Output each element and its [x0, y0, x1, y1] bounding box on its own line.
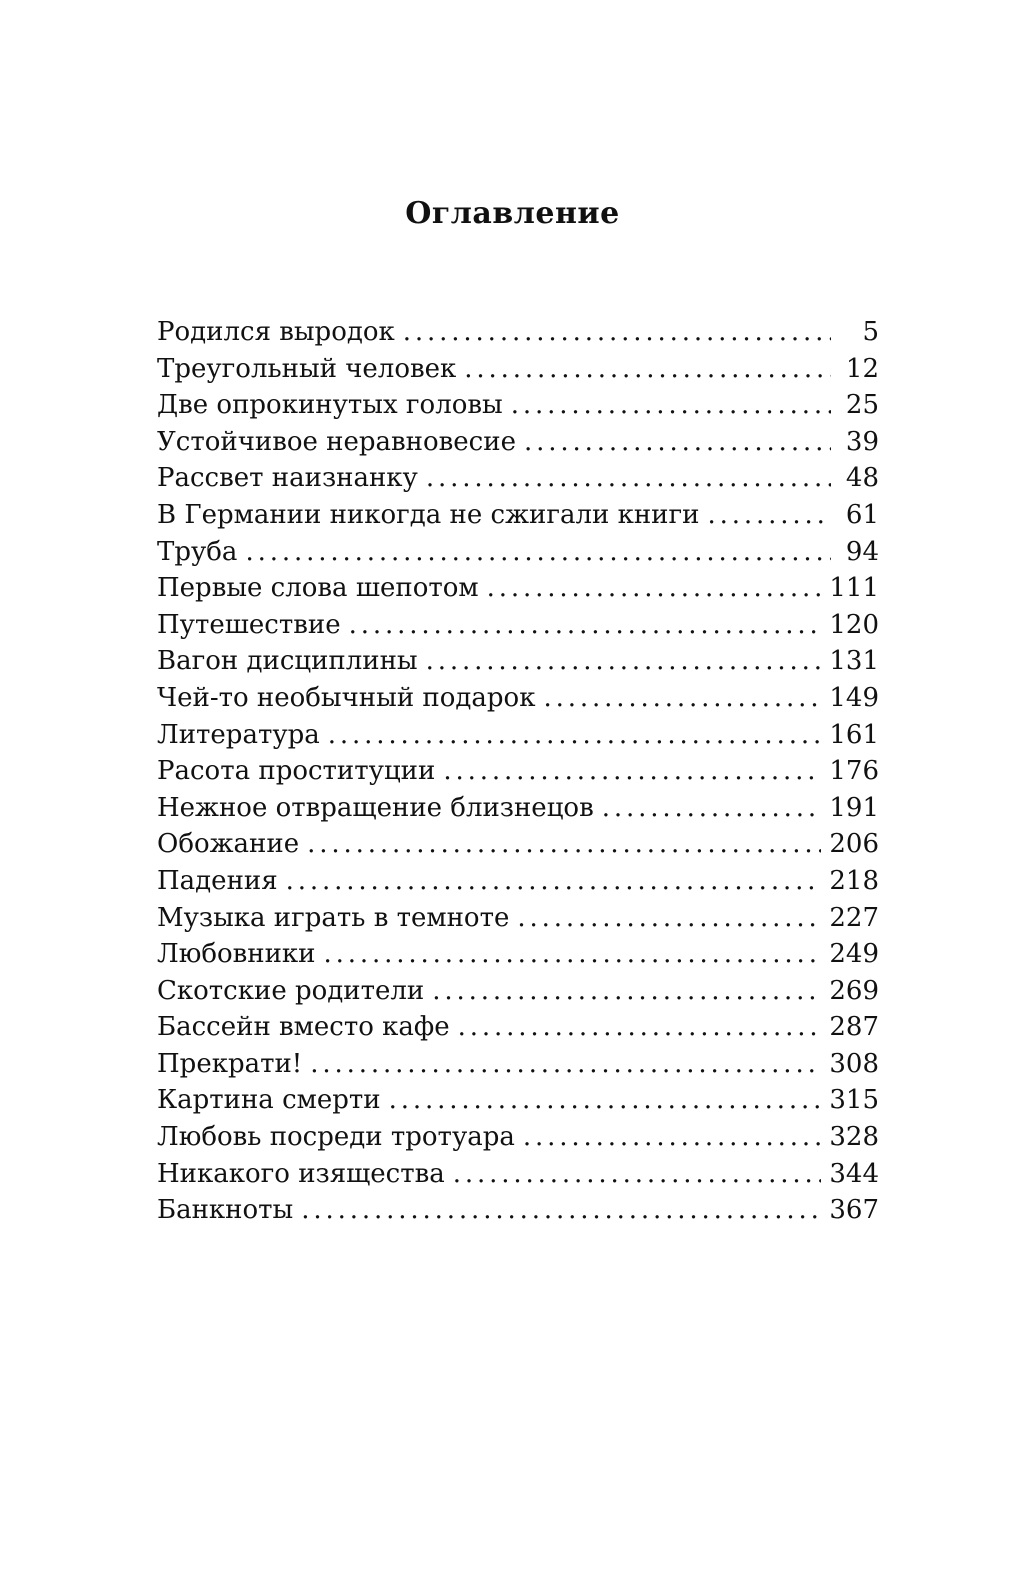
toc-entry[interactable]: [157, 460, 879, 497]
toc-entry-page: 5: [862, 317, 879, 347]
dot-leader: [426, 460, 831, 497]
toc-entry-page: 328: [829, 1122, 879, 1153]
dot-leader: [453, 1156, 822, 1193]
toc-entry-page: 249: [829, 939, 879, 970]
toc-entry-title: Вагон дисциплины: [157, 646, 418, 677]
toc-entry[interactable]: [157, 387, 879, 424]
toc-entry-page: 218: [829, 865, 879, 896]
toc-entry-title: Труба: [157, 536, 238, 567]
toc-entry[interactable]: [157, 570, 879, 607]
toc-entry-page: 367: [829, 1195, 879, 1226]
toc-entry[interactable]: [157, 1082, 879, 1119]
page-title: Оглавление: [405, 196, 620, 231]
dot-leader: [389, 1082, 822, 1119]
toc-entry-title: Падения: [157, 865, 278, 896]
dot-leader: [310, 1046, 821, 1083]
toc-entry-page: 308: [829, 1048, 879, 1079]
toc-entry-title: Любовь посреди тротуара: [157, 1122, 515, 1153]
toc-entry[interactable]: [157, 717, 879, 754]
toc-entry-title: Две опрокинутых головы: [157, 390, 503, 421]
toc-entry-title: Любовники: [157, 939, 316, 970]
toc-entry-title: В Германии никогда не сжигали книги: [157, 499, 700, 530]
toc-entry-page: 176: [829, 756, 879, 787]
dot-leader: [286, 863, 822, 900]
toc-entry[interactable]: [157, 790, 879, 827]
dot-leader: [426, 643, 822, 680]
toc-entry[interactable]: [157, 680, 879, 717]
dot-leader: [602, 790, 822, 827]
toc-entry[interactable]: [157, 351, 879, 388]
toc-entry[interactable]: [157, 1119, 879, 1156]
toc-entry[interactable]: [157, 424, 879, 461]
toc-entry-page: 25: [845, 390, 879, 421]
toc-entry-page: 344: [829, 1158, 879, 1189]
toc-entry-title: Музыка играть в темноте: [157, 902, 510, 933]
toc-entry-title: Никакого изящества: [157, 1158, 445, 1189]
table-of-contents: [157, 314, 879, 1229]
toc-entry-title: Скотские родители: [157, 975, 425, 1006]
toc-entry[interactable]: [157, 1192, 879, 1229]
toc-entry-page: 61: [845, 499, 879, 530]
toc-entry-page: 131: [829, 646, 879, 677]
dot-leader: [511, 387, 831, 424]
dot-leader: [517, 900, 821, 937]
dot-leader: [523, 1119, 821, 1156]
toc-entry-title: Нежное отвращение близнецов: [157, 792, 594, 823]
toc-entry-title: Банкноты: [157, 1195, 294, 1226]
toc-entry-title: Обожание: [157, 829, 300, 860]
toc-entry[interactable]: [157, 643, 879, 680]
dot-leader: [458, 1009, 822, 1046]
toc-entry-title: Первые слова шепотом: [157, 573, 479, 604]
toc-entry[interactable]: [157, 1009, 879, 1046]
toc-entry-title: Прекрати!: [157, 1048, 303, 1079]
toc-entry-title: Чей-то необычный подарок: [157, 682, 536, 713]
toc-entry-page: 287: [829, 1012, 879, 1043]
toc-entry[interactable]: [157, 863, 879, 900]
toc-entry-page: 39: [845, 426, 879, 457]
toc-entry-title: Путешествие: [157, 609, 341, 640]
toc-entry-page: 161: [829, 719, 879, 750]
toc-entry-title: Родился выродок: [157, 317, 395, 347]
toc-entry-page: 149: [829, 682, 879, 713]
dot-leader: [443, 753, 821, 790]
dot-leader: [487, 570, 822, 607]
toc-entry-page: 120: [829, 609, 879, 640]
toc-entry[interactable]: [157, 1156, 879, 1193]
toc-entry-page: 94: [845, 536, 879, 567]
dot-leader: [324, 936, 822, 973]
toc-entry-title: Устойчивое неравновесие: [157, 426, 516, 457]
toc-entry[interactable]: [157, 826, 879, 863]
dot-leader: [349, 607, 822, 644]
toc-entry[interactable]: [157, 534, 879, 571]
toc-entry-page: 111: [829, 573, 879, 604]
dot-leader: [328, 717, 822, 754]
dot-leader: [432, 973, 821, 1010]
toc-entry[interactable]: [157, 753, 879, 790]
toc-entry[interactable]: [157, 900, 879, 937]
toc-entry-title: Бассейн вместо кафе: [157, 1012, 450, 1043]
dot-leader: [301, 1192, 821, 1229]
toc-entry-title: Треугольный человек: [157, 353, 457, 384]
dot-leader: [524, 424, 831, 461]
toc-entry-title: Рассвет наизнанку: [157, 463, 418, 494]
toc-entry[interactable]: [157, 936, 879, 973]
toc-entry-title: Картина смерти: [157, 1085, 381, 1116]
toc-entry[interactable]: [157, 314, 879, 351]
toc-entry[interactable]: [157, 973, 879, 1010]
dot-leader: [464, 351, 831, 388]
dot-leader: [307, 826, 821, 863]
toc-entry-page: 12: [845, 353, 879, 384]
toc-entry[interactable]: [157, 1046, 879, 1083]
toc-entry-page: 227: [829, 902, 879, 933]
toc-entry-page: 191: [829, 792, 879, 823]
toc-entry-title: Расота проституции: [157, 756, 436, 787]
toc-entry-page: 48: [845, 463, 879, 494]
dot-leader: [543, 680, 821, 717]
toc-entry-page: 315: [829, 1085, 879, 1116]
toc-entry-page: 206: [829, 829, 879, 860]
dot-leader: [245, 534, 831, 571]
toc-entry[interactable]: [157, 607, 879, 644]
toc-entry-page: 269: [829, 975, 879, 1006]
toc-entry[interactable]: [157, 497, 879, 534]
dot-leader: [707, 497, 831, 534]
toc-entry-title: Литература: [157, 719, 320, 750]
dot-leader: [403, 314, 831, 351]
